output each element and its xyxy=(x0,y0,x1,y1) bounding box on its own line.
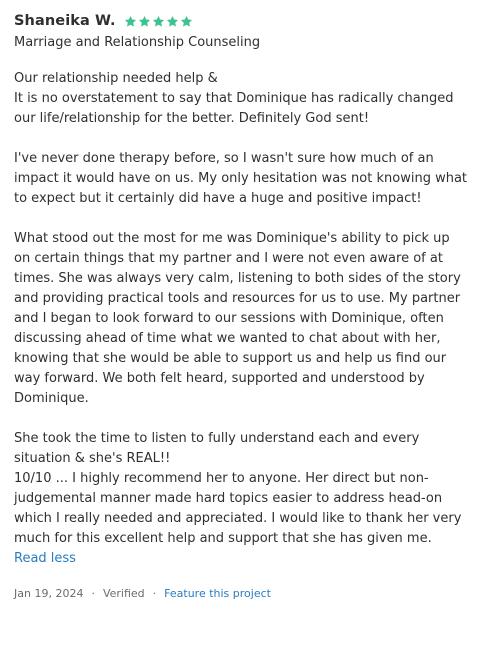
star-rating xyxy=(124,15,194,28)
review-date: Jan 19, 2024 xyxy=(14,586,84,600)
feature-project-link[interactable]: Feature this project xyxy=(164,586,271,600)
review-paragraph: She took the time to listen to fully understand each and every situation & she's REAL!! 10/10 ... I highly recommend her to anyone. Her direct but non-judgemental manner made hard topics easier to address head-on which I really needed and appreciated. I would like to thank her very much for this excellent help and support that she has given me. xyxy=(14,431,462,546)
meta-separator: · xyxy=(91,586,95,600)
review-paragraph: I've never done therapy before, so I wasn't sure how much of an impact it would have on us. My only hesitation was not knowing what to expect but it certainly did have a huge and positive impact! xyxy=(14,151,468,206)
review-meta xyxy=(14,585,467,601)
reviewer-name: Shaneika W. xyxy=(14,13,116,29)
meta-separator: · xyxy=(152,586,157,600)
star-icon xyxy=(138,15,151,28)
star-icon xyxy=(180,15,193,28)
review-paragraph: Our relationship needed help & It is no overstatement to say that Dominique has radically changed our life/relationship for the better. Definitely God sent! xyxy=(14,71,454,126)
read-less-link[interactable]: Read less xyxy=(14,551,76,566)
verified-label: Verified xyxy=(102,586,145,600)
service-name: Marriage and Relationship Counseling xyxy=(14,35,261,50)
review-header xyxy=(14,11,467,31)
star-icon xyxy=(152,15,165,28)
review-paragraph: What stood out the most for me was Dominique's ability to pick up on certain things that my partner and I were not even aware of at times. She was always very calm, listening to both sides of the story and providing practical tools and resources for us to use. My partner and I began to look forward to our sessions with Dominique, often discussing ahead of time what we wanted to chat about with her, knowing that she would be able to support us and help us find our way forward. We both felt heard, supported and understood by Dominique. xyxy=(14,231,461,406)
star-icon xyxy=(166,15,179,28)
star-icon xyxy=(124,15,137,28)
review-body xyxy=(14,69,467,549)
